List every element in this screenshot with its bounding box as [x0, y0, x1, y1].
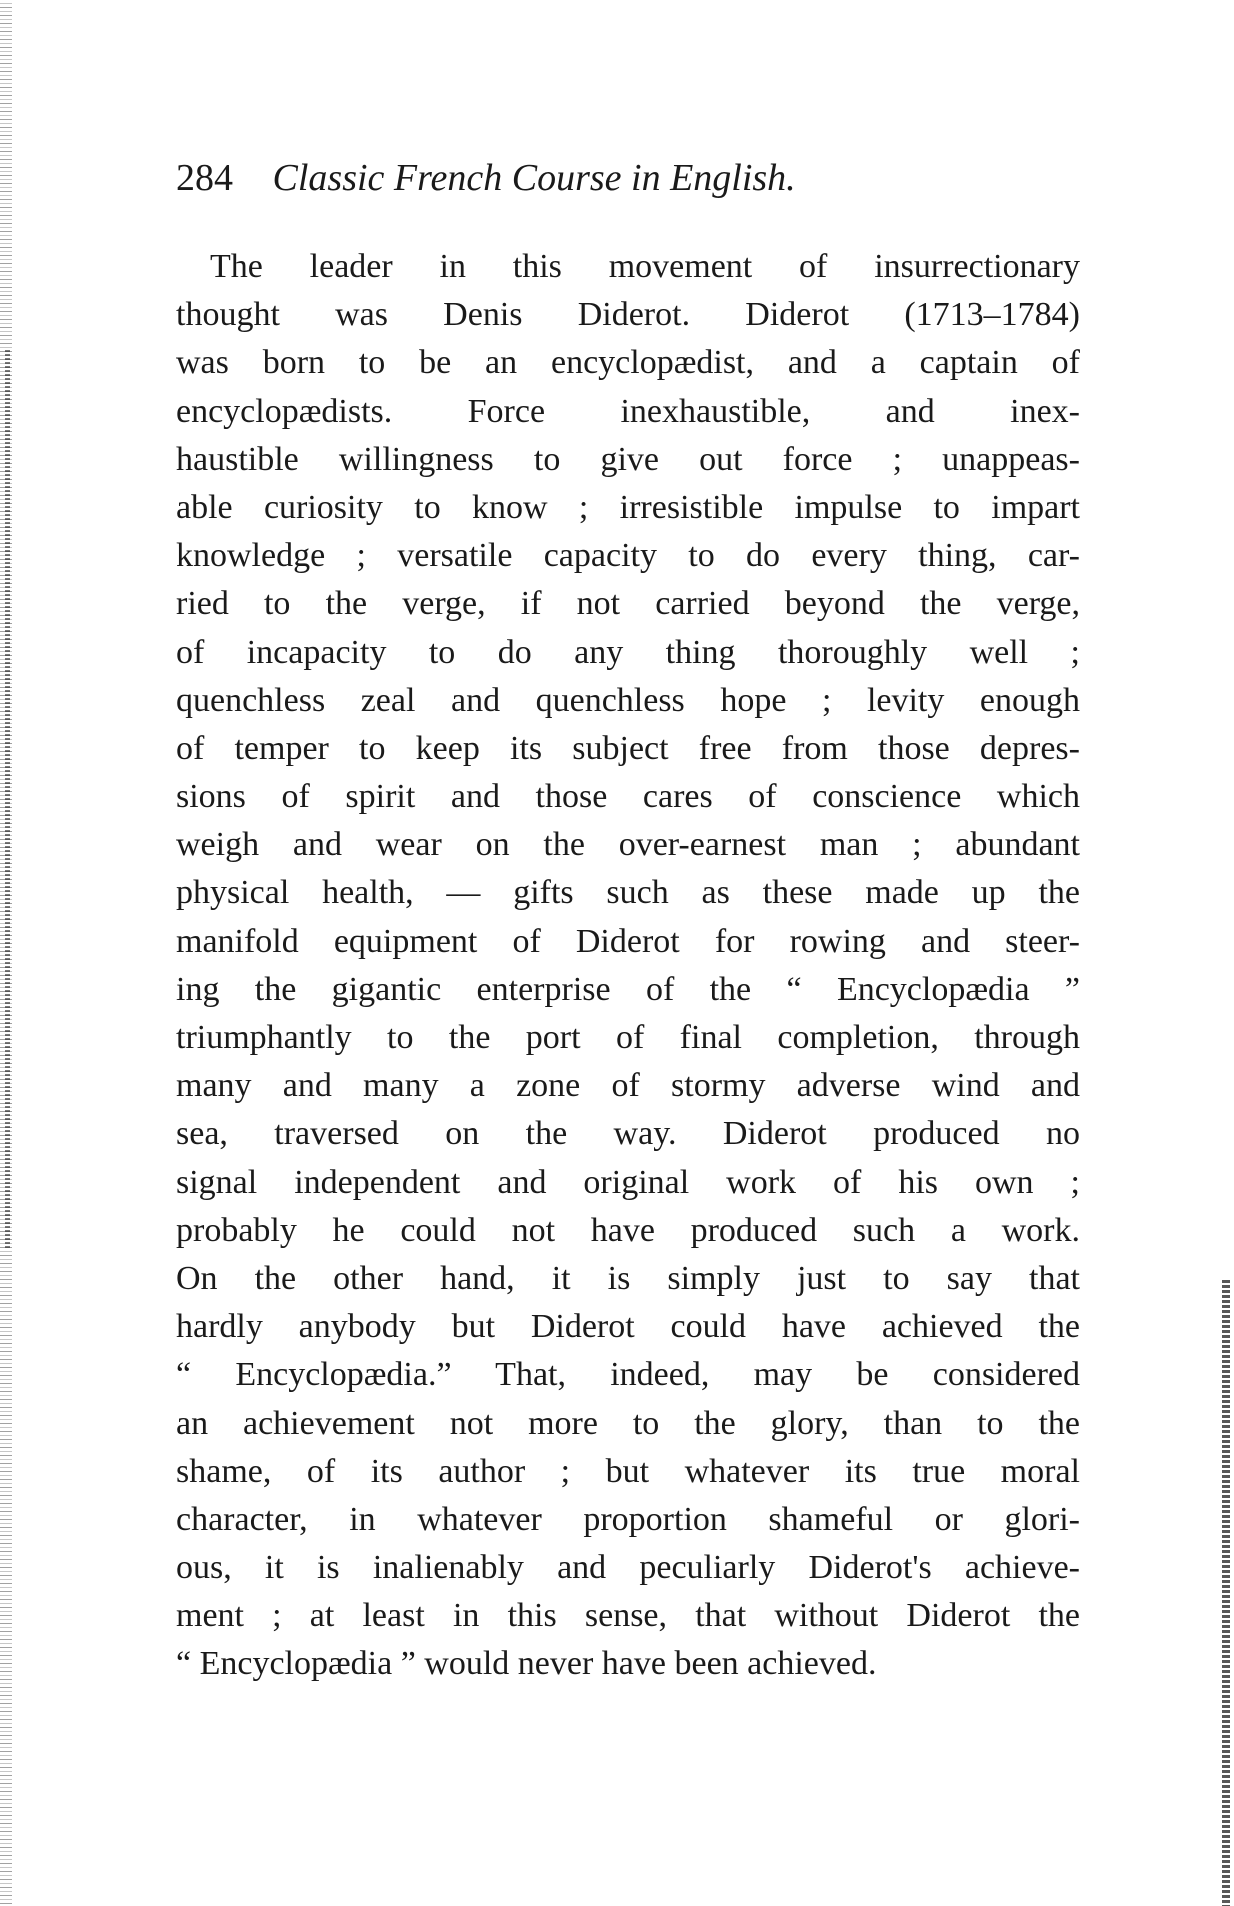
page-number: 284 — [176, 157, 233, 199]
text-line: ment ; at least in this sense, that without Diderot the — [176, 1597, 1080, 1635]
text-line: many and many a zone of stormy adverse wind and — [176, 1067, 1080, 1105]
page-binding-shadow — [5, 350, 10, 1250]
text-line: shame, of its author ; but whatever its true moral — [176, 1452, 1080, 1490]
text-line: knowledge ; versatile capacity to do every thing, car- — [176, 537, 1080, 575]
text-line: sea, traversed on the way. Diderot produced no — [176, 1115, 1080, 1153]
text-line: sions of spirit and those cares of conscience which — [176, 778, 1080, 816]
text-line: quenchless zeal and quenchless hope ; levity enough — [176, 681, 1080, 719]
text-line: On the other hand, it is simply just to say that — [176, 1259, 1080, 1297]
text-line: of temper to keep its subject free from those depres- — [176, 729, 1080, 767]
body-paragraph — [176, 243, 1080, 1689]
text-line: “ Encyclopædia.” That, indeed, may be considered — [176, 1356, 1080, 1394]
page-right-edge — [1222, 1280, 1230, 1906]
text-line: “ Encyclopædia ” would never have been achieved. — [176, 1645, 877, 1683]
text-line: physical health, — gifts such as these made up the — [176, 874, 1080, 912]
text-line: character, in whatever proportion shameful or glori- — [176, 1500, 1080, 1538]
text-line: haustible willingness to give out force ; unappeas- — [176, 440, 1080, 478]
text-line: probably he could not have produced such a work. — [176, 1211, 1080, 1249]
text-line: of incapacity to do any thing thoroughly well ; — [176, 633, 1080, 671]
running-header — [176, 156, 796, 200]
text-line: ing the gigantic enterprise of the “ Encyclopædia ” — [176, 970, 1080, 1008]
text-line: thought was Denis Diderot. Diderot (1713–1784) — [176, 296, 1080, 334]
text-line: hardly anybody but Diderot could have achieved the — [176, 1308, 1080, 1346]
text-line: an achievement not more to the glory, than to the — [176, 1404, 1080, 1442]
text-line: ous, it is inalienably and peculiarly Diderot's achieve- — [176, 1549, 1080, 1587]
text-line: triumphantly to the port of final completion, through — [176, 1019, 1080, 1056]
text-line: manifold equipment of Diderot for rowing and steer- — [176, 922, 1080, 960]
text-line: The leader in this movement of insurrectionary — [210, 248, 1080, 285]
text-line: weigh and wear on the over-earnest man ; abundant — [176, 826, 1080, 864]
text-line: signal independent and original work of his own ; — [176, 1163, 1080, 1201]
text-line: ried to the verge, if not carried beyond the verge, — [176, 585, 1080, 623]
text-line: was born to be an encyclopædist, and a captain of — [176, 344, 1080, 382]
text-line: encyclopædists. Force inexhaustible, and inex- — [176, 392, 1080, 430]
running-title: Classic French Course in English. — [272, 157, 796, 199]
text-line: able curiosity to know ; irresistible impulse to impart — [176, 488, 1080, 526]
